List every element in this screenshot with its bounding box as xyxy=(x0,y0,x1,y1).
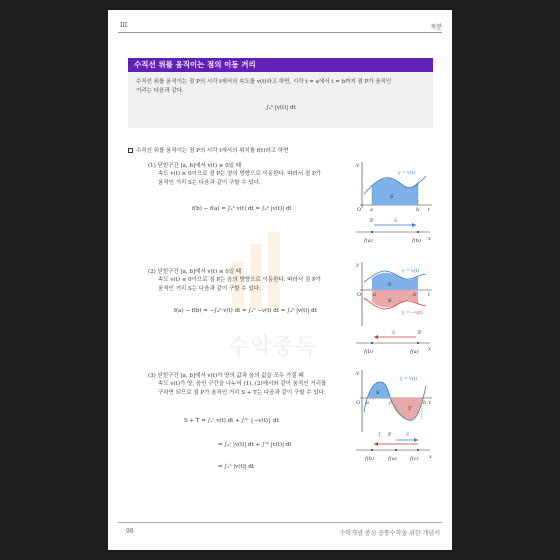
figure-3 xyxy=(352,368,434,464)
fig1-t-label: t xyxy=(428,207,431,213)
fig1-fb-label: f(b) xyxy=(412,238,421,244)
fig3-y-label: y xyxy=(356,370,359,376)
fig2-curve-label: y = v(t) xyxy=(402,269,420,274)
figure-1 xyxy=(352,160,434,250)
fig2-area-top-label: S xyxy=(388,282,392,288)
book-title: 수학개념 중심 공통수학을 위한 개념서 xyxy=(339,530,440,537)
fig3-a-label: a xyxy=(366,400,369,406)
fig3-distance-t-label: T xyxy=(378,433,382,438)
lead-sentence xyxy=(128,146,288,154)
item3-line-2: 속도 v(t)가 양, 음인 구간을 나누어 (1), (2)에서와 같이 움직인 거리를 xyxy=(158,381,327,388)
footer-rule xyxy=(118,522,442,523)
item2-formula: f(a) − f(b) = −∫ₐᵇ v(t) dt = ∫ₐᵇ −v(t) dt = ∫ₐᵇ |v(t)| dt xyxy=(174,308,317,314)
item3-line-3: 구하면 되므로 점 P가 움직인 거리 S + T는 다음과 같이 구할 수 있다. xyxy=(158,389,326,396)
item2-line-2: 속도 v(t) ≤ 0이므로 점 P는 음의 방향으로 이동한다. 따라서 점 P가 xyxy=(158,277,321,284)
item1-line-1: (1) 닫힌구간 [a, b]에서 v(t) ≥ 0일 때 xyxy=(148,163,242,169)
fig3-x-label: x xyxy=(429,454,432,460)
lead-text: 수직선 위를 움직이는 점 P의 시각 t에서의 위치를 f(t)라고 하면 xyxy=(136,148,289,154)
item1-text xyxy=(148,162,321,187)
header-rule xyxy=(118,32,442,33)
fig3-fa-label: f(a) xyxy=(388,456,397,462)
fig1-a-label: a xyxy=(370,207,373,213)
fig2-x-label: x xyxy=(428,346,431,352)
definition-line-2: 거리는 다음과 같다. xyxy=(136,87,184,94)
item3-line-1: (3) 닫힌구간 [a, b]에서 v(t)가 양의 값과 음의 값을 모두 가질 때 xyxy=(148,373,304,379)
fig3-fb-label: f(b) xyxy=(365,456,374,462)
fig3-fc-label: f(c) xyxy=(410,456,419,462)
fig1-point-p: P xyxy=(370,218,374,224)
fig2-area-bottom-label: S xyxy=(388,298,392,304)
item2-line-3: 움직인 거리 S는 다음과 같이 구할 수 있다. xyxy=(158,285,261,292)
figure-2 xyxy=(352,260,434,356)
fig1-distance-label: S xyxy=(394,219,398,224)
item1-line-2: 속도 v(t) ≥ 0이므로 점 P는 양의 방향으로 이동한다. 따라서 점 P가 xyxy=(158,171,321,178)
item3-formula-1: S + T = ∫ₐᶜ v(t) dt + ∫ᶜᵇ {−v(t)} dt xyxy=(184,418,279,424)
item3-formula-2: = ∫ₐᶜ |v(t)| dt + ∫ᶜᵇ |v(t)| dt xyxy=(218,442,292,448)
fig2-origin: O xyxy=(357,292,362,298)
fig2-point-p: P xyxy=(418,330,422,336)
definition-line-1: 수직선 위를 움직이는 점 P의 시각 t에서의 속도를 v(t)라고 하면, 시각 t = a에서 t = b까지 점 P가 움직인 xyxy=(136,79,392,85)
definition-title: 수직선 위를 움직이는 점의 이동 거리 xyxy=(128,58,433,72)
fig3-distance-s-label: S xyxy=(406,433,410,438)
item3-formula-3: = ∫ₐᵇ |v(t)| dt xyxy=(218,464,255,470)
bullet-box-icon xyxy=(128,148,133,153)
fig3-b-label: b xyxy=(423,400,427,406)
book-page xyxy=(108,10,452,550)
fig3-curve-label: y = v(t) xyxy=(400,377,418,382)
fig1-x-label: x xyxy=(428,236,431,242)
fig3-point-p: P xyxy=(388,432,392,438)
fig2-y-label: y xyxy=(356,262,359,268)
chapter-title: 적분 xyxy=(430,24,442,31)
definition-text xyxy=(136,78,428,95)
fig2-t-label: t xyxy=(428,292,431,298)
definition-formula: ∫ₐᵇ |v(t)| dt xyxy=(266,105,296,111)
item3-text xyxy=(148,372,326,397)
fig3-area-s-label: S xyxy=(376,390,380,396)
item2-line-1: (2) 닫힌구간 [a, b]에서 v(t) ≤ 0일 때 xyxy=(148,269,242,275)
fig1-fa-label: f(a) xyxy=(364,238,373,244)
fig1-origin: O xyxy=(357,207,362,213)
fig2-b-label: b xyxy=(413,292,417,298)
section-number: III xyxy=(120,22,128,29)
fig3-origin: O xyxy=(356,400,361,406)
fig3-t-label: t xyxy=(429,400,432,406)
fig3-c-label: c xyxy=(389,400,392,406)
fig3-area-t-label: T xyxy=(408,406,412,412)
item1-formula: f(b) − f(a) = ∫ₐᵇ v(t) dt = ∫ₐᵇ |v(t)| dt xyxy=(192,206,292,212)
fig1-curve-label: y = v(t) xyxy=(398,171,416,176)
fig2-fb-label: f(b) xyxy=(364,349,373,355)
fig2-fa-label: f(a) xyxy=(410,349,419,355)
item1-line-3: 움직인 거리 S는 다음과 같이 구할 수 있다. xyxy=(158,179,261,186)
fig1-b-label: b xyxy=(416,207,420,213)
definition-box xyxy=(128,58,433,128)
watermark-text: 수악중독 xyxy=(228,335,318,360)
fig2-neg-curve-label: y = −v(t) xyxy=(402,311,423,316)
item2-text xyxy=(148,268,321,293)
page-number: 98 xyxy=(126,528,134,535)
fig1-y-label: y xyxy=(356,162,359,168)
fig2-distance-label: S xyxy=(392,331,396,336)
fig1-area-label: S xyxy=(390,194,394,200)
fig2-a-label: a xyxy=(373,292,376,298)
